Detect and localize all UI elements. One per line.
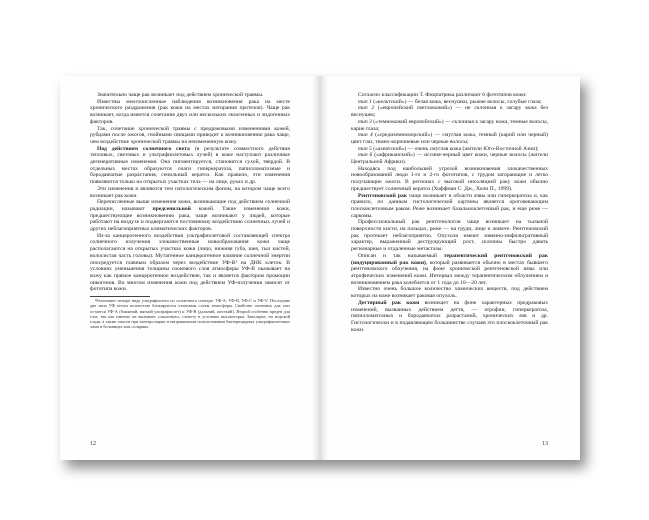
- right-paragraph-8: Находясь под наибольшей угрозой возникновения злокачественных новообразований люди 1-го и 2-го фототипов, с трудом загорающие и легко получающие ожоги. В регионах с высокой инсоляцией раку кожи обычно предшествует солнечный кератоз (Хоффман С. Дж., Холи П., 1999).: [351, 165, 548, 192]
- right-page: [320, 76, 580, 460]
- left-paragraph-4: Под действием солнечного света (в результате совместного действия тепловых, световых и ультрафиолетовых лучей) в коже наступают различные дегенеративные изменения. Она пигментируется, становится сухой, твердой. В отдельных местах образуются очаги гиперкератоза, папилломатозные и бородавчатые разрастания, сенильный кератоз. Как правило, эти изменения появляются только на открытых участках тела — на лице, руках и др.: [90, 145, 290, 186]
- left-paragraph-3: Так, сочетание хронической травмы с предраковыми изменениями кожей, рубцами после ожогов, гнойными свищами приводит к возникновению рака чаще, чем воздействие хронической травмы на неизмененную кожу.: [90, 125, 290, 145]
- skin-type-2: тип 2 («европейский светлокожий») — не склонная к загару кожа без веснушек;: [351, 105, 548, 119]
- right-paragraph-9: Рентгеновский рак чаще возникает в области язвы или гиперкератоза и, как правило, по данным гистологической картины является ороговевающим плоскоклеточным раком. Реже возникает базальноклеточный рак, и еще реже — саркомы.: [351, 192, 548, 219]
- skin-type-3: тип 3 («темнокожий европейский») — склонная к загару кожа, темные волосы, карие глаза;: [351, 118, 548, 132]
- left-paragraph-1: Значительно чаще рак возникает под действием хронической травмы.: [97, 92, 264, 98]
- left-paragraph-7: Из-за канцерогенного воздействия ультрафиолетовой составляющей спектра солнечного излучения злокачественные новообразования кожи чаще располагаются на открытых участках кожи (лицо, нижняя губа, шея, тыл кистей, волосистая часть головы). Мутагенное канцерогенное влияние солнечной энергии опосредуется главным образом через воздействие УФ-В¹ на ДНК клеток. В условиях уменьшения толщины озонового слоя атмосферы УФ-В оказывает на кожу как прямое канцерогенное воздействие, так и является фактором промоции онкогенов. Во многом изменения кожи под действием УФ-излучения зависят от фототипа кожи.: [90, 232, 290, 293]
- right-paragraph-13: Дегтярный рак кожи возникает на фоне характерных предраковых изменений, вызванных действием дегтя, — атрофии, гиперкератоза, папилломатозных и бородавчатых разрастаний, хронических язв и др. Гистологически и в подавляющем большинстве случаев это плоскоклеточный рак кожи.: [351, 299, 548, 333]
- right-paragraph-11: Описан и так называемый терапевтический рентгеновский рак (индуцированный рак кожи), который развивается обычно в местах бывшего рентгеновского облучения, на фоне хронической рентгеновской язвы или атрофических изменений кожи. Интервал между терапевтическим облучением и возникновением рака колеблется от 1 года до 10—20 лет.: [351, 252, 548, 286]
- right-paragraph-1: Согласно классификации Т. Фицпатрика различают 6 фототипов кожи:: [358, 92, 527, 98]
- skin-type-5: тип 5 («азиатский») — очень смуглая кожа (жители Юго-Восточной Азии);: [358, 145, 539, 152]
- book-spread: [60, 76, 580, 460]
- right-paragraph-12: Известно очень большое количество химических веществ, под действием которых на коже возникает раковая опухоль.: [351, 286, 548, 300]
- skin-type-4: тип 4 («средиземноморский») — смуглая кожа, темный (карий или черный) цвет глаз, темно-коричневые или черные волосы;: [351, 132, 548, 145]
- left-paragraph-6: Перечисленные выше изменения кожи, возникающие под действием солнечной радиации, называют предсенильной кожей. Такие изменения кожи, предшествующие возникновению рака, чаще возникают у людей, которые работают на воздухе и подвергаются постоянному воздействию солнечных лучей и других неблагоприятных климатических факторов.: [90, 199, 290, 233]
- right-page-number: 13: [542, 441, 548, 447]
- footnote-divider: [90, 296, 150, 297]
- left-page-text: [90, 92, 290, 329]
- left-page: [60, 76, 320, 460]
- right-page-text: [351, 92, 548, 333]
- skin-type-6: тип 6 («африканский») — иссиня-черный цвет кожи, черные волосы (жители Центральной Африки).: [351, 152, 548, 166]
- footnote: ¹Различают четыре вида ультрафиолета по солнечного спектра: УФ-А, УФ-В, УФ-С и УФ-V. Последние два типа УФ почти полностью блокируются озоновым слоем атмосферы. Свойство озоновых для глаз остается УФ-А (ближний, мягкий ультрафиолет) и УФ-В (дальний, жесткий). Второй особенно вреден для глаз, так как именно он вызывает «ожоговую» слепоту в условиях высокогорья. Заполярье, на морской глади, а также опасен при электросварке и неправильном использовании бактерицидных ультрафиолетовых ламп в больницах или соляриях.: [90, 298, 290, 330]
- left-paragraph-5: Эти изменения и являются тем патологическим фоном, на котором чаще всего возникает рак кожи.: [90, 185, 290, 199]
- skin-type-1: тип 1 («кельтский») — белая кожа, веснушки, рыжие волосы, голубые глаза;: [358, 98, 542, 105]
- left-page-number: 12: [90, 441, 96, 447]
- left-paragraph-2: Известны многочисленные наблюдения возникновения рака на месте хронического раздражения (рак кожи на местах натирания протезов). Чаще рак возникает, когда имеется сочетание двух или нескольких экзогенных и эндогенных факторов.: [90, 98, 290, 125]
- right-paragraph-10: Профессиональный рак рентгенологов чаще возникает на тыльной поверхности кисти, на пальцах, реже — на груди, лице и животе. Рентгеновский рак протекает неблагоприятно. Опухоли имеют язвенно-инфильтративный характер, выраженный деструирующий рост, склонны быстро давать регионарные и отдаленные метастазы.: [351, 219, 548, 253]
